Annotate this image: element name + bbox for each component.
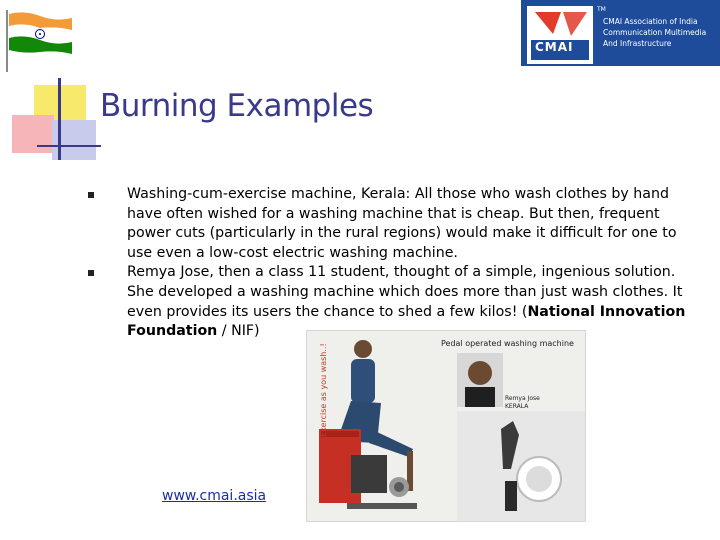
logo-abbrev: CMAI (535, 40, 574, 54)
bullet-list (88, 185, 700, 342)
washing-machine-photo (306, 330, 586, 522)
bullet-text-2-bold: National Innovation Foundation (127, 303, 686, 340)
bullet-text-2-after: / NIF) (217, 323, 260, 340)
photo-name-line-1: Remya Jose (505, 395, 540, 402)
cmai-emblem-icon (527, 6, 593, 64)
photo-illustration (307, 331, 585, 521)
decorative-square-pink (12, 115, 54, 153)
trademark-text: TM (597, 6, 606, 13)
bullet-text-1: Washing-cum-exercise machine, Kerala: All those who wash clothes by hand have often wished for a washing machine that is cheap. But then, frequent power cuts (particularly in the rural regions) would make it difficult for one to use even a low-cost electric washing machine. (127, 186, 677, 261)
logo-line-3: And Infrastructure (603, 39, 672, 48)
bullet-square-icon (88, 192, 94, 198)
photo-top-caption: Pedal operated washing machine (441, 339, 574, 348)
india-flag-icon (4, 8, 74, 72)
decorative-horizontal-line (37, 145, 101, 147)
website-link[interactable]: www.cmai.asia (162, 488, 267, 504)
decorative-vertical-line (58, 78, 61, 160)
logo-line-1: CMAI Association of India (603, 17, 698, 26)
cmai-logo (521, 0, 720, 66)
slide-title: Burning Examples (100, 88, 374, 124)
bullet-text-2-before: Remya Jose, then a class 11 student, thought of a simple, ingenious solution. She developed a washing machine which does more than just wash clothes. It even provides its users the chance to shed a few kilos! ( (127, 264, 683, 320)
photo-name-line-2: KERALA (505, 403, 529, 410)
photo-name-label (505, 395, 540, 411)
bullet-item-1 (88, 185, 700, 263)
logo-line-2: Communication Multimedia (603, 28, 707, 37)
photo-side-caption: Exercise as you wash..! (319, 343, 328, 437)
bullet-square-icon (88, 270, 94, 276)
